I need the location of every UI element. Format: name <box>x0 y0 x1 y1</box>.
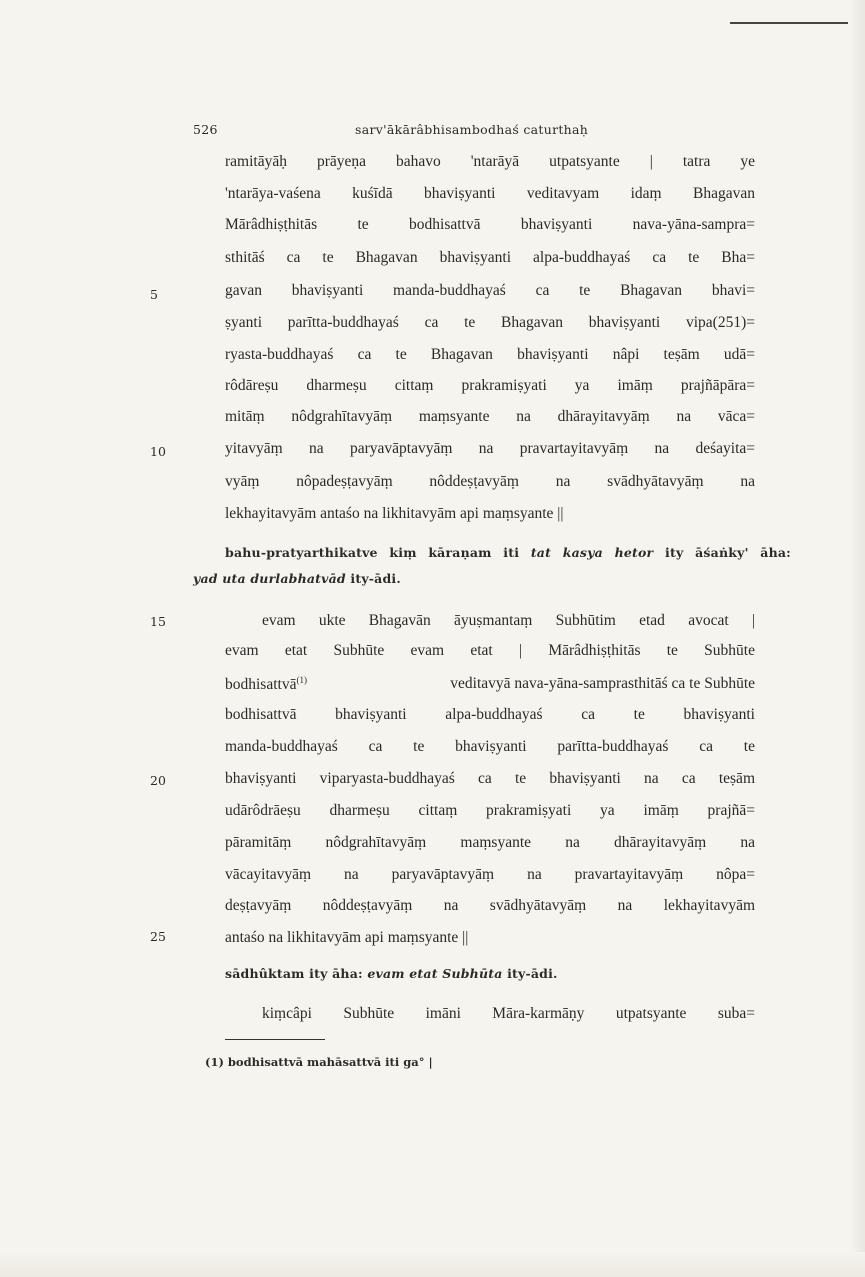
line-number: 15 <box>150 614 166 629</box>
line-number: 10 <box>150 444 166 459</box>
scan-artifact-rule <box>730 22 848 24</box>
footnote: (1) bodhisattvā mahāsattvā iti ga° | <box>205 1055 433 1069</box>
commentary-quote: yad uta durlabhatvād <box>193 571 346 586</box>
text-line: ramitāyāḥ prāyeṇa bahavo 'ntarāyā utpatsyante | tatra ye <box>225 153 755 170</box>
footnote-marker: (1) <box>296 675 307 685</box>
text-line: udārôdrāeṣu dharmeṣu cittaṃ prakramiṣyati ya imāṃ prajñā= <box>225 802 755 819</box>
footnote-divider <box>225 1039 325 1040</box>
text-line: sthitāś ca te Bhagavan bhaviṣyanti alpa-buddhayaś ca te Bha= <box>225 249 755 266</box>
text-line <box>225 675 755 694</box>
text-fragment: bodhisattvā$^{(1)}$ <box>225 675 307 694</box>
commentary-line <box>225 545 791 560</box>
commentary-quote: evam etat Subhūta <box>367 966 503 981</box>
text-fragment: veditavyā nava-yāna-samprasthitāś ca te Subhūte <box>450 675 755 692</box>
text-line: bhaviṣyanti viparyasta-buddhayaś ca te bhaviṣyanti na ca teṣām <box>225 770 755 787</box>
commentary-text: ity āśaṅky' āha: <box>665 545 791 560</box>
text-line: Mārâdhiṣṭhitās te bodhisattvā bhaviṣyanti nava-yāna-sampra= <box>225 216 755 233</box>
text-line: ryasta-buddhayaś ca te Bhagavan bhaviṣyanti nâpi teṣām udā= <box>225 346 755 363</box>
text-line: evam ukte Bhagavān āyuṣmantaṃ Subhūtim etad avocat | <box>262 612 755 629</box>
text-line: yitavyāṃ na paryavāptavyāṃ na pravartayitavyāṃ na deśayita= <box>225 440 755 457</box>
line-number: 5 <box>150 287 158 302</box>
text-line: rôdāreṣu dharmeṣu cittaṃ prakramiṣyati ya imāṃ prajñāpāra= <box>225 377 755 394</box>
commentary-line <box>193 571 401 586</box>
running-title: sarv'ākārâbhisambodhaś caturthaḥ <box>355 122 589 137</box>
commentary-line <box>225 966 558 981</box>
commentary-quote: tat kasya hetor <box>530 545 654 560</box>
text-line: bodhisattvā bhaviṣyanti alpa-buddhayaś ca te bhaviṣyanti <box>225 706 755 723</box>
commentary-text: ity-ādi. <box>350 571 401 586</box>
text-line: 'ntarāya-vaśena kuśīdā bhaviṣyanti veditavyam idaṃ Bhagavan <box>225 185 755 202</box>
commentary-text: sādhûktam ity āha: <box>225 966 363 981</box>
text-line: kiṃcâpi Subhūte imāni Māra-karmāṇy utpatsyante suba= <box>262 1005 755 1022</box>
text-line: ṣyanti parītta-buddhayaś ca te Bhagavan bhaviṣyanti vipa(251)= <box>225 314 755 331</box>
text-line: manda-buddhayaś ca te bhaviṣyanti parītta-buddhayaś ca te <box>225 738 755 755</box>
text-line: deṣṭavyāṃ nôddeṣṭavyāṃ na svādhyātavyāṃ na lekhayitavyām <box>225 897 755 914</box>
text-line: antaśo na likhitavyām api maṃsyante || <box>225 929 469 946</box>
line-number: 20 <box>150 773 166 788</box>
text-line: evam etat Subhūte evam etat | Mārâdhiṣṭhitās te Subhūte <box>225 642 755 659</box>
text-line: pāramitāṃ nôdgrahītavyāṃ maṃsyante na dhārayitavyāṃ na <box>225 834 755 851</box>
text-line: vācayitavyāṃ na paryavāptavyāṃ na pravartayitavyāṃ nôpa= <box>225 866 755 883</box>
text-line: vyāṃ nôpadeṣṭavyāṃ nôddeṣṭavyāṃ na svādhyātavyāṃ na <box>225 473 755 490</box>
text-line: mitāṃ nôdgrahītavyāṃ maṃsyante na dhārayitavyāṃ na vāca= <box>225 408 755 425</box>
running-header <box>193 122 793 142</box>
commentary-text: ity-ādi. <box>507 966 558 981</box>
scan-bottom-shadow <box>0 1252 865 1277</box>
text-line: lekhayitavyām antaśo na likhitavyām api maṃsyante || <box>225 505 564 522</box>
text-line: gavan bhaviṣyanti manda-buddhayaś ca te Bhagavan bhavi= <box>225 282 755 299</box>
page-number: 526 <box>193 122 218 137</box>
commentary-text: bahu-pratyarthikatve kiṃ kāraṇam iti <box>225 545 520 560</box>
line-number: 25 <box>150 929 166 944</box>
scan-edge-shadow <box>850 0 865 1277</box>
